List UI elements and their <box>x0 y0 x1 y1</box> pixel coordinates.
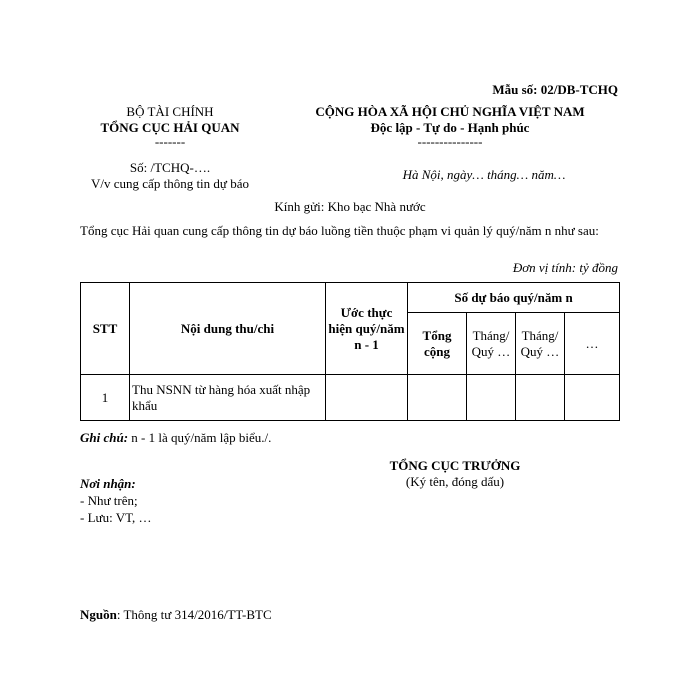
note-text: n - 1 là quý/năm lập biểu./. <box>128 430 272 445</box>
subheader-more: … <box>565 313 620 375</box>
table-row <box>81 375 620 421</box>
header-content: Nội dung thu/chi <box>130 283 326 375</box>
source-label: Nguồn <box>80 607 117 622</box>
header-estimate: Ước thực hiện quý/năm n - 1 <box>326 283 408 375</box>
form-code: Mẫu số: 02/DB-TCHQ <box>492 82 618 97</box>
subheader-period-2: Tháng/ Quý … <box>516 313 565 375</box>
row-period-1-cell <box>467 375 516 421</box>
row-estimate-cell <box>326 375 408 421</box>
row-total-cell <box>408 375 467 421</box>
date-line: Hà Nội, ngày… tháng… năm… <box>402 167 566 182</box>
row-period-2-cell <box>516 375 565 421</box>
department-divider: ------- <box>154 134 186 149</box>
recipient-line: Kính gửi: Kho bạc Nhà nước <box>274 199 426 214</box>
issuer-block <box>80 104 260 148</box>
row-more-cell <box>565 375 620 421</box>
note-line <box>80 430 620 446</box>
subheader-total: Tổng cộng <box>408 313 467 375</box>
recipients-block <box>80 475 330 526</box>
reference-number: Số: /TCHQ-…. <box>129 160 211 175</box>
intro-paragraph: Tổng cục Hải quan cung cấp thông tin dự báo luồng tiền thuộc phạm vi quản lý quý/năm n như sau: <box>80 223 599 238</box>
department-name: TỔNG CỤC HẢI QUAN <box>100 120 240 135</box>
recipient-item: - Như trên; <box>80 493 138 508</box>
forecast-table <box>80 282 620 421</box>
source-line <box>80 607 480 623</box>
ministry-name: BỘ TÀI CHÍNH <box>126 104 214 119</box>
country-name: CỘNG HÒA XÃ HỘI CHỦ NGHĨA VIỆT NAM <box>315 104 585 119</box>
signer-note: (Ký tên, đóng dấu) <box>405 474 505 489</box>
reference-block <box>80 160 260 192</box>
signer-block <box>360 458 550 490</box>
signer-title: TỔNG CỤC TRƯỞNG <box>389 458 521 473</box>
note-label: Ghi chú: <box>80 430 129 445</box>
row-content: Thu NSNN từ hàng hóa xuất nhập khẩu <box>130 375 326 421</box>
national-heading <box>260 104 640 148</box>
row-stt: 1 <box>81 375 130 421</box>
header-forecast: Số dự báo quý/năm n <box>408 283 620 313</box>
subject-line: V/v cung cấp thông tin dự báo <box>91 176 249 191</box>
motto-divider: --------------- <box>417 134 483 149</box>
recipients-label: Nơi nhận: <box>80 476 136 491</box>
recipient-item: - Lưu: VT, … <box>80 510 152 525</box>
national-motto: Độc lập - Tự do - Hạnh phúc <box>370 120 530 135</box>
header-stt: STT <box>81 283 130 375</box>
subheader-period-1: Tháng/ Quý … <box>467 313 516 375</box>
source-text: : Thông tư 314/2016/TT-BTC <box>116 607 272 622</box>
unit-label: Đơn vị tính: tỷ đồng <box>512 260 618 275</box>
